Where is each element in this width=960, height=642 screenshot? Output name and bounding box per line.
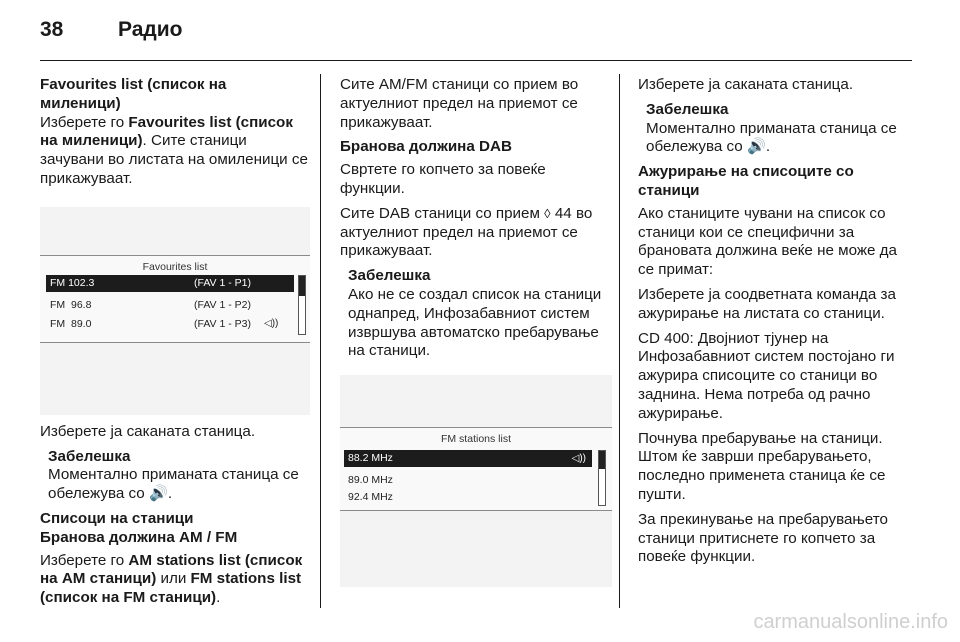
fm-stations-screen (340, 427, 612, 511)
note-auto-search: Забелешка Ако не се создал список на станици однапред, Инфозабавниот систем извршува автоматско пребарување на станици. (348, 267, 602, 360)
watermark: carmanualsonline.info (753, 611, 948, 633)
favourites-screenshot (40, 207, 310, 415)
column-3 (638, 76, 914, 573)
favourites-screen (40, 255, 310, 343)
page-number: 38 (40, 18, 64, 41)
speaker-icon: 🔊 (747, 138, 766, 156)
note-current-station-2: Забелешка Моментално приманата станица се обележува со 🔊. (646, 100, 897, 156)
fm-stations-row-2[interactable]: 89.0 MHz (348, 474, 393, 487)
page-reference-icon: ◊ (544, 205, 551, 221)
favourites-screen-title: Favourites list (142, 260, 208, 273)
note-current-station: Забелешка Моментално приманата станица се обележува со 🔊. (48, 447, 299, 503)
fm-stations-row-1[interactable]: 88.2 MHz ◁)) (344, 450, 592, 467)
favourites-scrollbar[interactable] (298, 275, 306, 335)
speaker-icon: ◁)) (571, 453, 586, 465)
fm-stations-row-3[interactable]: 92.4 MHz (348, 491, 393, 504)
heading-update-lists: Ажурирање на списоците со станици (638, 163, 854, 199)
column-2 (340, 76, 612, 595)
section-title: Радио (118, 18, 183, 41)
paragraph-search-starts: Почнува пребарување на станици. Штом ќе заврши пребарувањето, последно применета станица ќе се пушти. (638, 429, 886, 503)
paragraph-select-station-2: Изберете ја саканата станица. (638, 76, 854, 93)
paragraph-favourites: Изберете го Favourites list (список на миленици). Сите станици зачувани во листата на омиленици се прикажуваат. (40, 113, 308, 187)
column-divider-2 (619, 74, 620, 608)
paragraph-am-fm-lists: Изберете го AM stations list (список на АМ станици) или FM stations list (список на FM станици). (40, 551, 303, 607)
heading-dab-band: Бранова должина DAB (340, 138, 512, 156)
paragraph-dab-stations: Сите DAB станици со прием ◊ 44 во актуелниот предел на приемот се прикажуваат. (340, 204, 593, 260)
paragraph-not-received: Ако станиците чувани на список со станици кои се специфични за брановата должина веќе не може да се примат: (638, 204, 897, 279)
speaker-icon: ◁)) (264, 317, 279, 329)
column-1 (40, 76, 310, 614)
fm-stations-screenshot (340, 375, 612, 587)
heading-favourites: Favourites list (список на миленици) (40, 76, 227, 112)
heading-station-lists: Списоци на станици (40, 509, 194, 527)
paragraph-turn-knob: Свртете го копчето за повеќе функции. (340, 161, 546, 197)
fm-stations-screen-title: FM stations list (440, 433, 511, 446)
speaker-icon: 🔊 (149, 485, 168, 503)
heading-am-fm-band: Бранова должина АМ / FM (40, 528, 238, 546)
paragraph-all-am-fm: Сите АМ/FM станици со прием во актуелниот предел на приемот се прикажуваат. (340, 76, 579, 131)
paragraph-cancel-search: За прекинување на пребарувањето станици притиснете го копчето за повеќе функции. (638, 510, 888, 566)
header-rule (40, 60, 912, 61)
paragraph-select-command: Изберете ја соодветната команда за ажурирање на листата со станици. (638, 285, 896, 322)
favourites-row-1[interactable]: FM 102.3 (FAV 1 - P1) (46, 275, 294, 292)
paragraph-cd400: CD 400: Двојниот тјунер на Инфозабавниот систем постојано ги ажурира списоците со станици во заднина. Нема потреба од рачно ажурирање. (638, 329, 895, 422)
paragraph-select-station: Изберете ја саканата станица. (40, 422, 256, 440)
favourites-row-2[interactable]: FM 96.8 (FAV 1 - P2) (50, 298, 251, 311)
fm-stations-scrollbar[interactable] (598, 450, 606, 506)
column-divider-1 (320, 74, 321, 608)
favourites-row-3[interactable]: FM 89.0 (FAV 1 - P3) ◁)) (50, 317, 279, 330)
